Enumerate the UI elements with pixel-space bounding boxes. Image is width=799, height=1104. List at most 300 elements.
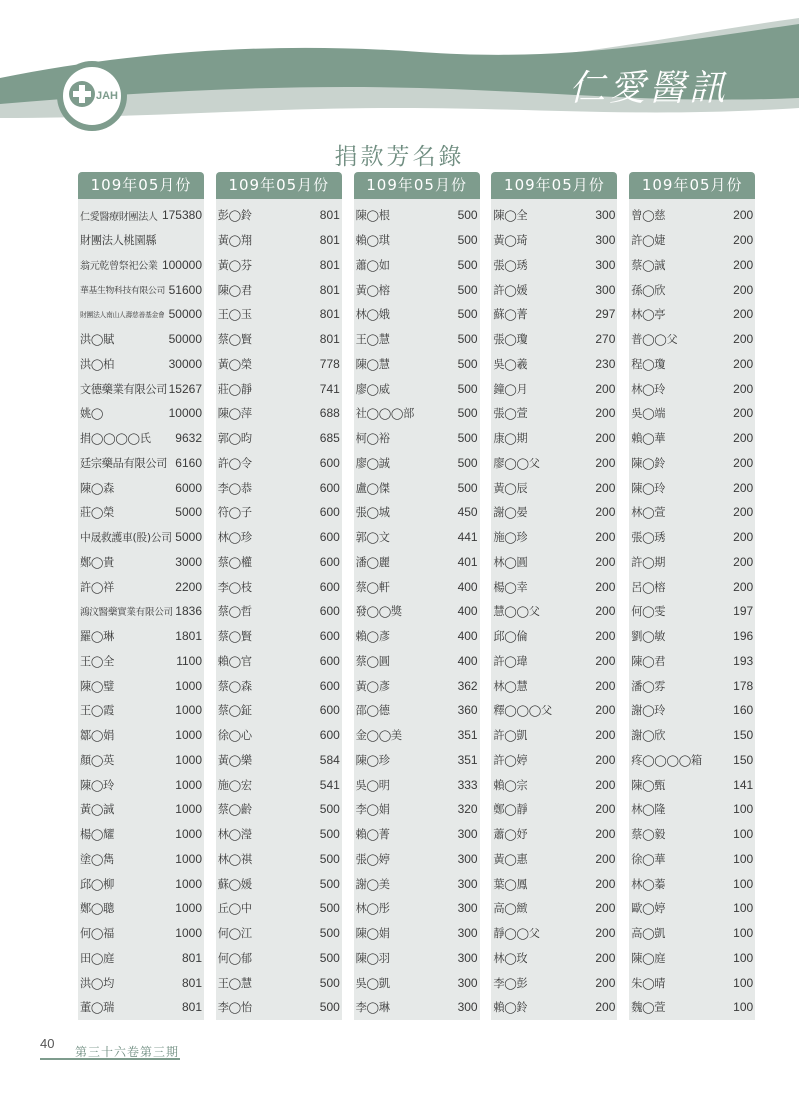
donor-row [78, 624, 204, 649]
donor-row [629, 475, 755, 500]
donation-amount: 200 [595, 480, 616, 495]
donor-name: 鄭◯聰 [80, 902, 114, 916]
donation-amount: 300 [457, 1000, 478, 1015]
donation-amount: 200 [595, 505, 616, 520]
donation-amount: 200 [733, 381, 754, 396]
donor-name: 曾◯慈 [631, 209, 666, 223]
donor-row [491, 649, 617, 674]
donor-name: 施◯珍 [493, 531, 528, 545]
donor-row [216, 451, 342, 476]
donor-row [354, 772, 480, 797]
donor-row [78, 302, 204, 327]
donor-name: 許◯瑋 [493, 654, 528, 668]
donation-amount: 320 [457, 802, 478, 817]
donor-name: 符◯子 [217, 506, 252, 520]
donor-row [354, 748, 480, 773]
donation-amount: 200 [733, 233, 754, 248]
donation-amount: 500 [457, 208, 478, 223]
donor-name: 賴◯官 [217, 654, 252, 668]
donor-name: 捐◯◯◯◯氏 [80, 432, 151, 446]
donor-name: 許◯婕 [631, 234, 666, 248]
donation-amount: 801 [319, 332, 340, 347]
donor-row [629, 451, 755, 476]
donation-amount: 778 [319, 356, 340, 371]
donor-name: 廖◯威 [355, 382, 390, 396]
donor-row [78, 995, 204, 1020]
donor-row [629, 401, 755, 426]
donation-amount: 801 [319, 307, 340, 322]
donor-name: 黃◯翔 [217, 234, 252, 248]
donor-row [78, 673, 204, 698]
donation-amount: 200 [595, 926, 616, 941]
donor-name: 陳◯珍 [355, 753, 390, 767]
donor-row [216, 327, 342, 352]
donation-amount: 230 [595, 356, 616, 371]
donor-name: 潘◯麗 [355, 555, 390, 569]
donor-row [78, 401, 204, 426]
donor-name: 賴◯彥 [355, 630, 390, 644]
donor-row [78, 277, 204, 302]
donor-name: 謝◯玲 [631, 704, 666, 718]
donation-amount: 500 [319, 827, 340, 842]
donor-name: 黃◯榕 [355, 283, 390, 297]
donor-row [216, 797, 342, 822]
donor-row [78, 921, 204, 946]
donation-amount: 200 [595, 554, 616, 569]
donor-name: 李◯恭 [217, 481, 252, 495]
donor-row [354, 426, 480, 451]
donor-name: 許◯祥 [80, 580, 114, 594]
donor-name: 靜◯◯父 [493, 927, 540, 941]
donor-name: 慧◯◯父 [493, 605, 540, 619]
donor-name: 楊◯幸 [493, 580, 528, 594]
donor-row [629, 525, 755, 550]
column-body [354, 199, 480, 1020]
donor-name: 張◯琇 [631, 531, 666, 545]
donor-name: 陳◯羽 [355, 951, 390, 965]
column-header: 109年05月份 [354, 172, 480, 199]
donation-amount: 200 [595, 530, 616, 545]
donation-amount: 200 [733, 257, 754, 272]
donor-row [354, 574, 480, 599]
donor-row [216, 772, 342, 797]
donor-name: 賴◯宗 [493, 778, 528, 792]
donor-name: 郭◯昀 [217, 432, 252, 446]
donor-row [216, 574, 342, 599]
donor-row [491, 748, 617, 773]
donor-row [354, 946, 480, 971]
donor-name: 劉◯敏 [631, 630, 666, 644]
donor-row [491, 525, 617, 550]
donation-amount: 100 [733, 1000, 754, 1015]
donor-row [629, 847, 755, 872]
donor-row [629, 228, 755, 253]
donation-amount: 801 [181, 950, 202, 965]
donation-amount: 200 [595, 950, 616, 965]
donation-amount: 200 [595, 876, 616, 891]
donor-row [629, 500, 755, 525]
donor-name: 廷宗藥品有限公司 [80, 456, 168, 470]
donor-row [78, 970, 204, 995]
donor-name: 顏◯英 [80, 753, 114, 767]
donor-row [491, 698, 617, 723]
donor-row [78, 253, 204, 278]
donation-amount: 741 [319, 381, 340, 396]
donor-name: 何◯郁 [217, 951, 252, 965]
donation-amount: 300 [457, 926, 478, 941]
donor-row [491, 253, 617, 278]
donor-name: 黃◯誠 [80, 803, 114, 817]
donor-row [216, 376, 342, 401]
donor-name: 中晟救護車(股)公司 [80, 530, 172, 544]
donor-column [78, 172, 204, 1020]
donor-row [78, 649, 204, 674]
donor-row [629, 921, 755, 946]
donation-amount: 297 [595, 307, 616, 322]
donor-name: 王◯霞 [80, 704, 114, 718]
donor-name: 陳◯森 [80, 481, 114, 495]
donor-name: 蕭◯妤 [493, 828, 528, 842]
donor-row [629, 748, 755, 773]
donor-name: 財團法人桃園縣 [80, 234, 157, 248]
donor-name: 蔡◯誠 [631, 258, 666, 272]
donation-amount: 193 [733, 653, 754, 668]
donor-row [354, 550, 480, 575]
donor-row [78, 475, 204, 500]
donation-amount: 1000 [175, 851, 202, 866]
donation-amount: 541 [319, 777, 340, 792]
donor-name: 林◯亭 [631, 308, 666, 322]
donor-row [491, 376, 617, 401]
donor-row [354, 376, 480, 401]
donation-amount: 600 [319, 678, 340, 693]
donation-amount: 1836 [175, 604, 202, 619]
donation-amount: 500 [457, 356, 478, 371]
donation-amount: 500 [457, 431, 478, 446]
donor-name: 發◯◯獎 [355, 605, 402, 619]
donation-amount: 200 [595, 653, 616, 668]
donation-amount: 500 [457, 282, 478, 297]
donation-amount: 200 [733, 332, 754, 347]
donor-row [216, 500, 342, 525]
donor-name: 林◯隆 [631, 803, 666, 817]
donor-name: 康◯期 [493, 432, 528, 446]
donor-row [216, 525, 342, 550]
donation-amount: 100 [733, 950, 754, 965]
donor-column [629, 172, 755, 1020]
donor-row [354, 847, 480, 872]
donation-amount: 300 [457, 876, 478, 891]
donation-amount: 300 [595, 233, 616, 248]
donor-name: 金◯◯美 [355, 729, 402, 743]
donor-name: 疼◯◯◯◯箱 [631, 753, 702, 767]
donor-name: 高◯凱 [631, 927, 666, 941]
donor-name: 黃◯芬 [217, 258, 252, 272]
donor-name: 賴◯琪 [355, 234, 390, 248]
donation-amount: 200 [595, 381, 616, 396]
donation-amount: 141 [733, 777, 754, 792]
donor-row [629, 970, 755, 995]
donor-name: 李◯彭 [493, 976, 528, 990]
donation-amount: 600 [319, 579, 340, 594]
donor-name: 李◯娟 [355, 803, 390, 817]
donation-amount: 300 [457, 950, 478, 965]
donation-amount: 1000 [175, 728, 202, 743]
donor-name: 蔡◯權 [217, 555, 252, 569]
donor-name: 張◯萱 [493, 407, 528, 421]
donor-row [491, 946, 617, 971]
donation-amount: 500 [457, 406, 478, 421]
donor-row [78, 550, 204, 575]
donation-amount: 200 [595, 802, 616, 817]
donor-row [491, 352, 617, 377]
donor-name: 林◯玫 [493, 951, 528, 965]
donor-name: 黃◯惠 [493, 852, 528, 866]
donor-name: 鄭◯貴 [80, 555, 114, 569]
donation-amount: 600 [319, 530, 340, 545]
donor-row [491, 995, 617, 1020]
donor-name: 謝◯美 [355, 877, 390, 891]
donor-name: 邱◯倫 [493, 630, 528, 644]
donor-row [216, 599, 342, 624]
donor-row [354, 401, 480, 426]
donation-amount: 5000 [175, 530, 202, 545]
donor-name: 許◯令 [217, 456, 252, 470]
donor-row [216, 698, 342, 723]
column-header: 109年05月份 [491, 172, 617, 199]
donor-name: 彭◯鈴 [217, 209, 252, 223]
donor-row [78, 896, 204, 921]
donor-row [491, 970, 617, 995]
donor-name: 邵◯德 [355, 704, 390, 718]
donor-row [216, 822, 342, 847]
donor-name: 葉◯鳳 [493, 877, 528, 891]
donor-row [216, 228, 342, 253]
donor-row [216, 203, 342, 228]
donation-amount: 333 [457, 777, 478, 792]
donation-amount: 200 [595, 728, 616, 743]
donor-row [629, 376, 755, 401]
donor-row [629, 649, 755, 674]
donor-name: 郭◯文 [355, 531, 390, 545]
donation-amount: 600 [319, 653, 340, 668]
donor-name: 蔡◯齡 [217, 803, 252, 817]
donor-row [78, 327, 204, 352]
donor-name: 謝◯欣 [631, 729, 666, 743]
donation-amount: 362 [457, 678, 478, 693]
donor-row [78, 871, 204, 896]
donor-row [78, 723, 204, 748]
donor-row [629, 624, 755, 649]
donor-row [216, 277, 342, 302]
donor-name: 何◯江 [217, 927, 252, 941]
donor-name: 姚◯ [80, 407, 104, 421]
donation-amount: 200 [733, 455, 754, 470]
column-body [78, 199, 204, 1020]
donor-name: 莊◯榮 [80, 506, 114, 520]
donor-row [629, 946, 755, 971]
donor-name: 華基生物科技有限公司 [80, 286, 165, 297]
donor-row [491, 327, 617, 352]
donor-name: 鄭◯靜 [493, 803, 528, 817]
donor-row [354, 970, 480, 995]
donor-columns [78, 172, 752, 1020]
donor-row [629, 599, 755, 624]
donation-amount: 10000 [168, 406, 202, 421]
logo-icon [56, 60, 128, 132]
donor-name: 魏◯萱 [631, 1001, 666, 1015]
donor-column [216, 172, 342, 1020]
donation-amount: 9632 [175, 431, 202, 446]
donation-amount: 200 [733, 530, 754, 545]
donor-row [491, 896, 617, 921]
donor-name: 吳◯凱 [355, 976, 390, 990]
svg-text:JAH: JAH [96, 90, 119, 102]
donor-row [354, 896, 480, 921]
donor-name: 許◯凱 [493, 729, 528, 743]
donor-row [629, 995, 755, 1020]
donation-amount: 1000 [175, 802, 202, 817]
donation-amount: 100 [733, 975, 754, 990]
donor-row [354, 673, 480, 698]
page-number: 40 [40, 1036, 55, 1051]
donor-row [78, 376, 204, 401]
donor-row [491, 772, 617, 797]
donor-row [216, 921, 342, 946]
donor-column [354, 172, 480, 1020]
donor-row [491, 475, 617, 500]
donor-name: 陳◯娟 [355, 927, 390, 941]
donor-name: 廖◯誠 [355, 456, 390, 470]
donor-row [491, 401, 617, 426]
donor-name: 陳◯萍 [217, 407, 252, 421]
donation-amount: 1000 [175, 876, 202, 891]
donation-amount: 200 [733, 406, 754, 421]
donor-name: 李◯怡 [217, 1001, 252, 1015]
donor-name: 塗◯雋 [80, 852, 114, 866]
donor-row [216, 748, 342, 773]
donor-row [354, 451, 480, 476]
donor-row [354, 698, 480, 723]
donor-name: 張◯瓊 [493, 333, 528, 347]
donor-row [491, 426, 617, 451]
donation-amount: 600 [319, 455, 340, 470]
donation-amount: 200 [733, 579, 754, 594]
donation-amount: 100 [733, 876, 754, 891]
donor-row [216, 302, 342, 327]
donor-row [629, 253, 755, 278]
donation-amount: 300 [457, 975, 478, 990]
donation-amount: 500 [457, 455, 478, 470]
donor-row [491, 797, 617, 822]
donor-row [629, 426, 755, 451]
donor-name: 鄒◯娟 [80, 729, 114, 743]
donor-row [78, 797, 204, 822]
donor-row [354, 995, 480, 1020]
donor-row [491, 451, 617, 476]
donation-amount: 400 [457, 653, 478, 668]
donor-row [78, 574, 204, 599]
donor-row [78, 847, 204, 872]
donor-name: 盧◯傑 [355, 481, 390, 495]
donor-name: 蔡◯哲 [217, 605, 252, 619]
donor-name: 王◯慧 [217, 976, 252, 990]
donation-amount: 500 [319, 975, 340, 990]
donation-amount: 300 [457, 827, 478, 842]
donor-row [78, 772, 204, 797]
donation-amount: 200 [595, 851, 616, 866]
donation-amount: 197 [733, 604, 754, 619]
donor-row [629, 723, 755, 748]
donation-amount: 300 [595, 282, 616, 297]
donor-name: 鴻汶醫藥實業有限公司 [80, 607, 173, 619]
issue-label: 第三十六卷第三期 [75, 1045, 180, 1059]
donor-row [629, 574, 755, 599]
donor-name: 林◯娥 [355, 308, 390, 322]
donor-name: 洪◯賦 [80, 333, 114, 347]
donor-name: 孫◯欣 [631, 283, 666, 297]
donation-amount: 200 [595, 901, 616, 916]
donation-amount: 351 [457, 728, 478, 743]
donor-row [216, 253, 342, 278]
donor-row [78, 748, 204, 773]
donor-row [491, 871, 617, 896]
donor-name: 王◯全 [80, 654, 114, 668]
donation-amount: 300 [457, 901, 478, 916]
donor-name: 王◯玉 [217, 308, 252, 322]
donation-amount: 200 [595, 579, 616, 594]
donor-name: 何◯雯 [631, 605, 666, 619]
donor-name: 謝◯晏 [493, 506, 528, 520]
donor-name: 賴◯鈴 [493, 1001, 528, 1015]
donor-row [216, 723, 342, 748]
donor-name: 張◯城 [355, 506, 390, 520]
donation-amount: 441 [457, 530, 478, 545]
donation-amount: 500 [319, 950, 340, 965]
donor-name: 吳◯明 [355, 778, 390, 792]
donor-name: 蔡◯賢 [217, 630, 252, 644]
donor-name: 徐◯華 [631, 852, 666, 866]
donation-amount: 2200 [175, 579, 202, 594]
donor-row [354, 723, 480, 748]
donor-name: 洪◯柏 [80, 357, 114, 371]
donor-name: 許◯婷 [493, 753, 528, 767]
donor-row [216, 673, 342, 698]
donor-row [354, 327, 480, 352]
donor-name: 黃◯彥 [355, 679, 390, 693]
donor-row [354, 253, 480, 278]
donor-row [216, 426, 342, 451]
donor-name: 陳◯甄 [631, 778, 666, 792]
donation-amount: 600 [319, 554, 340, 569]
donation-amount: 600 [319, 604, 340, 619]
donor-row [491, 723, 617, 748]
donor-name: 林◯珍 [217, 531, 252, 545]
donor-row [629, 822, 755, 847]
donor-name: 林◯圓 [493, 555, 528, 569]
donor-name: 黃◯榮 [217, 357, 252, 371]
donor-name: 呂◯榕 [631, 580, 666, 594]
donation-amount: 300 [595, 208, 616, 223]
donation-amount: 200 [595, 604, 616, 619]
donor-name: 財團法人南山人壽慈善基金會 [80, 311, 165, 320]
column-header: 109年05月份 [629, 172, 755, 199]
donor-name: 釋◯◯◯父 [493, 704, 552, 718]
donor-row [78, 451, 204, 476]
donation-amount: 200 [595, 629, 616, 644]
donor-row [354, 475, 480, 500]
donation-amount: 200 [595, 431, 616, 446]
